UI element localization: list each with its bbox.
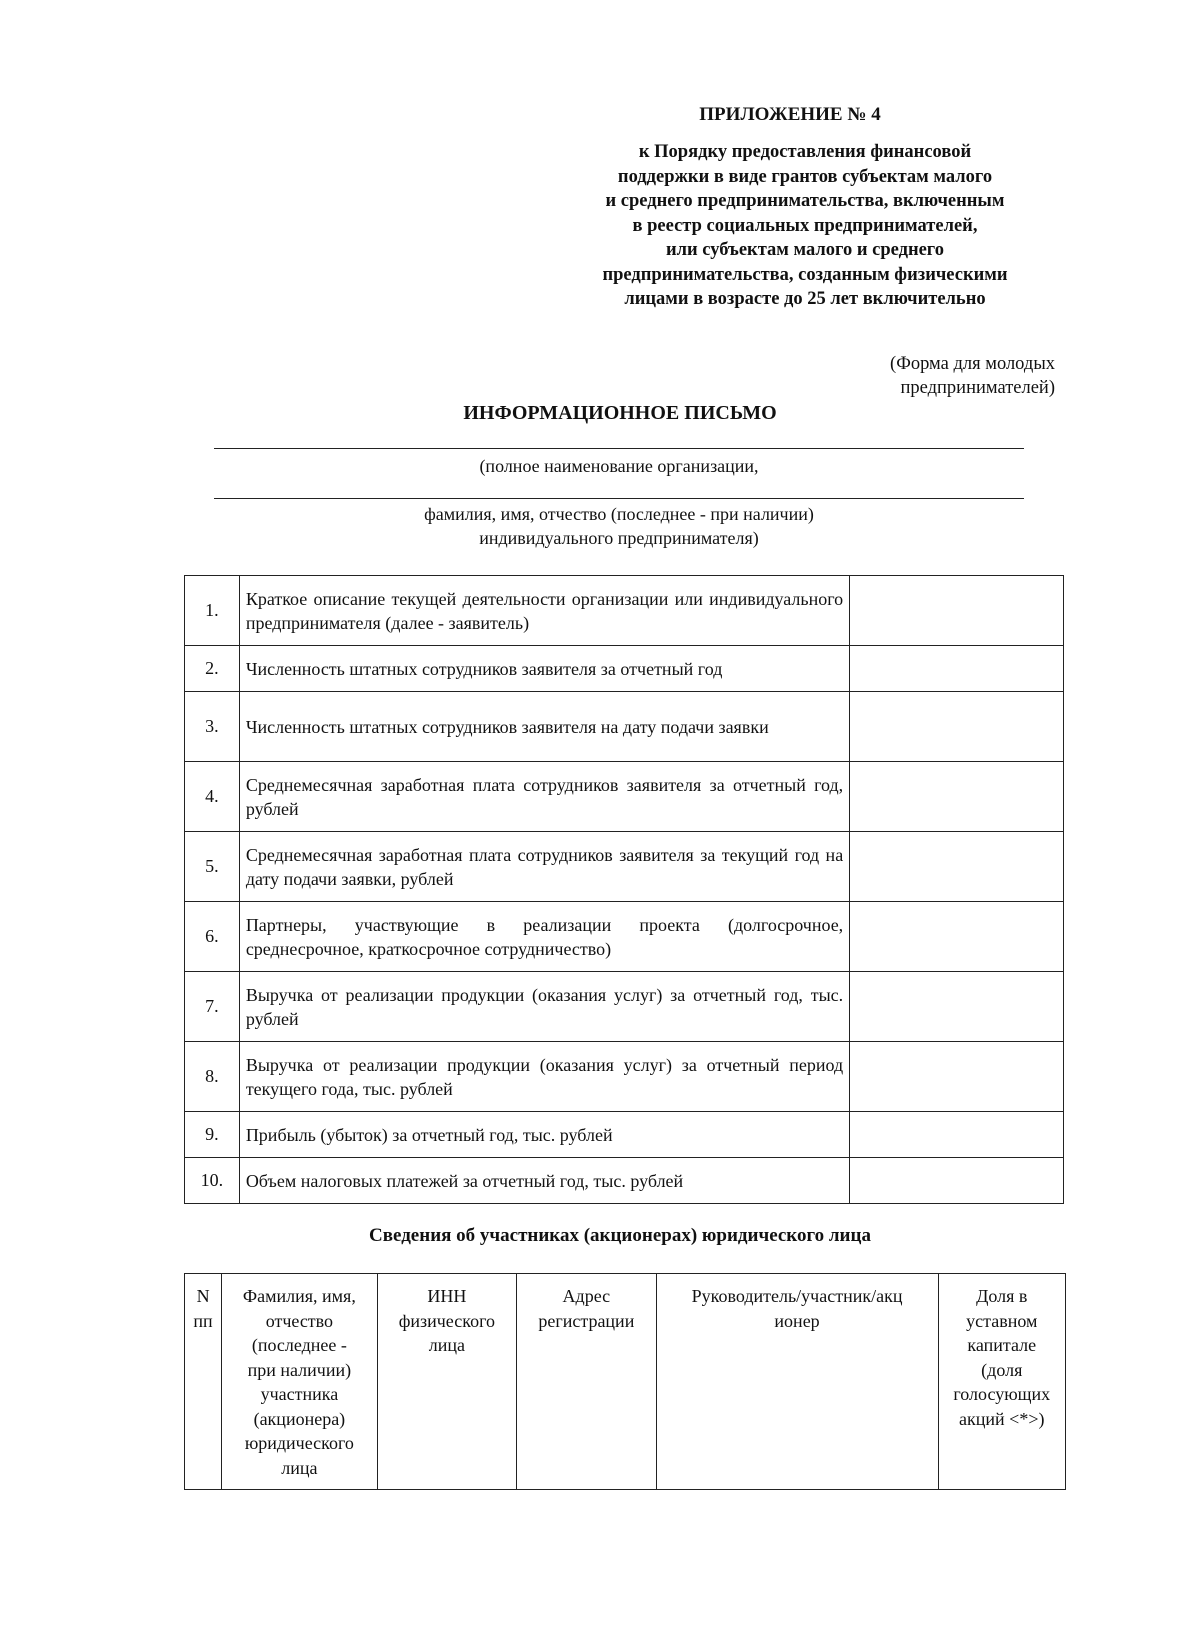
members-table — [184, 1273, 1066, 1490]
row-value-cell[interactable] — [850, 1042, 1064, 1112]
appendix-line: предпринимательства, созданным физическими — [602, 264, 1008, 285]
row-value-cell[interactable] — [850, 1112, 1064, 1158]
row-value-cell[interactable] — [850, 972, 1064, 1042]
row-description: Среднемесячная заработная плата сотрудников заявителя за текущий год на дату подачи заявки, рублей — [239, 832, 849, 902]
info-table — [184, 575, 1064, 1204]
header-number: N пп — [185, 1274, 222, 1490]
row-description: Численность штатных сотрудников заявителя на дату подачи заявки — [239, 692, 849, 762]
row-number: 4. — [185, 762, 240, 832]
row-value-cell[interactable] — [850, 646, 1064, 692]
row-value-cell[interactable] — [850, 832, 1064, 902]
fill-line-organization[interactable] — [214, 448, 1024, 449]
header-share: Доля в уставном капитале (доля голосующих акций <*>) — [938, 1274, 1065, 1490]
appendix-line: лицами в возрасте до 25 лет включительно — [624, 289, 986, 309]
row-number: 6. — [185, 902, 240, 972]
row-number: 2. — [185, 646, 240, 692]
row-value-cell[interactable] — [850, 762, 1064, 832]
table-row — [185, 646, 1064, 692]
header-address: Адрес регистрации — [517, 1274, 656, 1490]
form-note-line: предпринимателей) — [900, 378, 1055, 398]
header-role: Руководитель/участник/акц ионер — [656, 1274, 938, 1490]
appendix-line: поддержки в виде грантов субъектам малого — [617, 166, 993, 187]
caption-line: индивидуального предпринимателя) — [479, 528, 759, 548]
table-row — [185, 972, 1064, 1042]
header-inn: ИНН физического лица — [377, 1274, 516, 1490]
row-value-cell[interactable] — [850, 1158, 1064, 1204]
row-description: Партнеры, участвующие в реализации проекта (долгосрочное, среднесрочное, краткосрочное сотрудничество) — [239, 902, 849, 972]
row-number: 9. — [185, 1112, 240, 1158]
appendix-line: или субъектам малого и среднего — [665, 240, 945, 260]
appendix-title: ПРИЛОЖЕНИЕ № 4 — [699, 104, 881, 125]
row-description: Среднемесячная заработная плата сотрудников заявителя за отчетный год, рублей — [239, 762, 849, 832]
row-description: Численность штатных сотрудников заявителя за отчетный год — [239, 646, 849, 692]
caption-organization: (полное наименование организации, — [479, 456, 759, 476]
table-row — [185, 1158, 1064, 1204]
form-note-line: (Форма для молодых — [890, 354, 1055, 374]
members-section-title: Сведения об участниках (акционерах) юридического лица — [369, 1225, 871, 1246]
table-row — [185, 692, 1064, 762]
table-row — [185, 762, 1064, 832]
appendix-line: и среднего предпринимательства, включенным — [605, 191, 1005, 211]
row-value-cell[interactable] — [850, 902, 1064, 972]
row-description: Краткое описание текущей деятельности организации или индивидуального предпринимателя (далее - заявитель) — [239, 576, 849, 646]
appendix-subtitle — [560, 140, 1050, 312]
members-header-row — [185, 1274, 1066, 1490]
row-description: Прибыль (убыток) за отчетный год, тыс. рублей — [239, 1112, 849, 1158]
row-number: 7. — [185, 972, 240, 1042]
table-row — [185, 902, 1064, 972]
row-description: Выручка от реализации продукции (оказания услуг) за отчетный год, тыс. рублей — [239, 972, 849, 1042]
row-number: 8. — [185, 1042, 240, 1112]
letter-title: ИНФОРМАЦИОННОЕ ПИСЬМО — [463, 402, 777, 424]
row-number: 5. — [185, 832, 240, 902]
row-number: 1. — [185, 576, 240, 646]
row-value-cell[interactable] — [850, 692, 1064, 762]
header-full-name: Фамилия, имя, отчество (последнее - при наличии) участника (акционера) юридического лица — [222, 1274, 378, 1490]
table-row — [185, 1042, 1064, 1112]
row-description: Выручка от реализации продукции (оказания услуг) за отчетный период текущего года, тыс. рублей — [239, 1042, 849, 1112]
appendix-line: к Порядку предоставления финансовой — [638, 142, 972, 162]
table-row — [185, 576, 1064, 646]
fill-line-entrepreneur[interactable] — [214, 498, 1024, 499]
table-row — [185, 832, 1064, 902]
form-note — [800, 352, 1055, 400]
table-row — [185, 1112, 1064, 1158]
row-value-cell[interactable] — [850, 576, 1064, 646]
caption-entrepreneur — [214, 502, 1024, 550]
row-number: 3. — [185, 692, 240, 762]
row-number: 10. — [185, 1158, 240, 1204]
caption-line: фамилия, имя, отчество (последнее - при наличии) — [424, 504, 814, 524]
appendix-line: в реестр социальных предпринимателей, — [632, 215, 978, 236]
row-description: Объем налоговых платежей за отчетный год, тыс. рублей — [239, 1158, 849, 1204]
